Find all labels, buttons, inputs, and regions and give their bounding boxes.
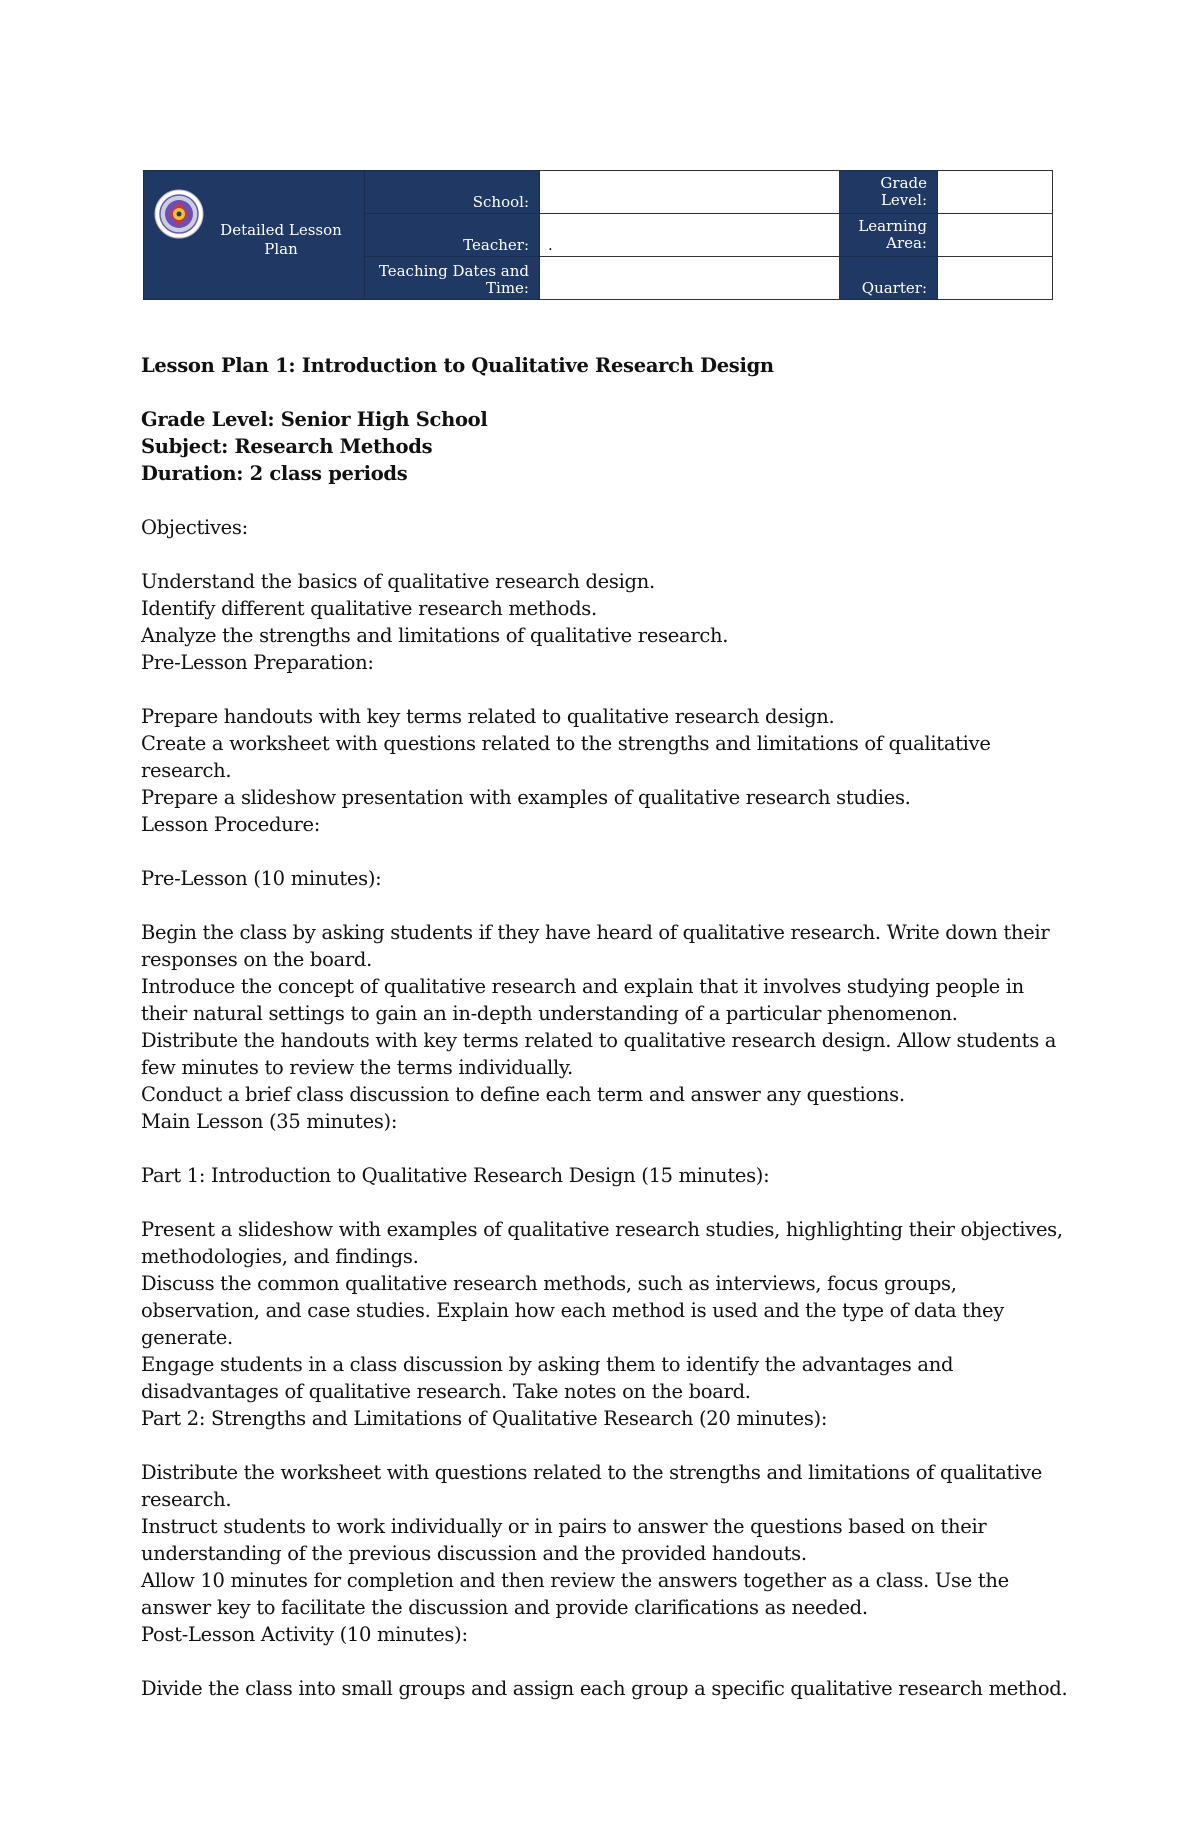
post-heading: Post-Lesson Activity (10 minutes): xyxy=(141,1623,468,1646)
lesson-header-table xyxy=(143,170,1053,300)
grade-level-value-cell xyxy=(938,171,1053,214)
objective-item: Understand the basics of qualitative research design. xyxy=(141,570,655,593)
procedure-heading: Lesson Procedure: xyxy=(141,813,321,836)
quarter-value-cell xyxy=(938,256,1053,299)
prep-item: Prepare handouts with key terms related to qualitative research design. xyxy=(141,705,835,728)
part2-item: Allow 10 minutes for completion and then review the answers together as a class. Use the answer key to facilitate the discussion and provide clarifications as needed. xyxy=(141,1569,1009,1619)
deped-seal-icon xyxy=(154,189,204,239)
lesson-title: Lesson Plan 1: Introduction to Qualitative Research Design xyxy=(141,354,774,377)
learning-area-label: Learning Area: xyxy=(840,214,938,256)
quarter-label: Quarter: xyxy=(840,256,938,299)
school-label: School: xyxy=(365,171,540,214)
prep-heading: Pre-Lesson Preparation: xyxy=(141,651,374,674)
duration-line: Duration: 2 class periods xyxy=(141,462,408,485)
teaching-dates-value-cell xyxy=(540,256,840,299)
objective-item: Analyze the strengths and limitations of qualitative research. xyxy=(141,624,729,647)
pre-lesson-item: Introduce the concept of qualitative research and explain that it involves studying people in their natural settings to gain an in-depth understanding of a particular phenomenon. xyxy=(141,975,1024,1025)
main-lesson-heading: Main Lesson (35 minutes): xyxy=(141,1110,398,1133)
part1-item: Present a slideshow with examples of qualitative research studies, highlighting their objectives, methodologies, and findings. xyxy=(141,1218,1063,1268)
grade-level-line: Grade Level: Senior High School xyxy=(141,408,488,431)
teacher-value: . xyxy=(548,235,553,254)
pre-lesson-item: Distribute the handouts with key terms related to qualitative research design. Allow students a few minutes to review the terms individually. xyxy=(141,1029,1057,1079)
part1-item: Engage students in a class discussion by asking them to identify the advantages and disadvantages of qualitative research. Take notes on the board. xyxy=(141,1353,954,1403)
header-brand-cell xyxy=(144,171,365,300)
pre-lesson-heading: Pre-Lesson (10 minutes): xyxy=(141,867,382,890)
teacher-label: Teacher: xyxy=(365,214,540,256)
document-type-title-line2: Plan xyxy=(264,240,298,258)
post-item: Divide the class into small groups and assign each group a specific qualitative research method. xyxy=(141,1677,1068,1700)
subject-line: Subject: Research Methods xyxy=(141,435,433,458)
part2-item: Instruct students to work individually or in pairs to answer the questions based on their understanding of the previous discussion and the provided handouts. xyxy=(141,1515,987,1565)
pre-lesson-item: Begin the class by asking students if they have heard of qualitative research. Write down their responses on the board. xyxy=(141,921,1050,971)
objective-item: Identify different qualitative research methods. xyxy=(141,597,597,620)
part2-heading: Part 2: Strengths and Limitations of Qualitative Research (20 minutes): xyxy=(141,1407,828,1430)
grade-level-label: Grade Level: xyxy=(840,171,938,214)
teacher-value-cell xyxy=(540,214,840,256)
prep-item: Prepare a slideshow presentation with examples of qualitative research studies. xyxy=(141,786,911,809)
teaching-dates-label: Teaching Dates and Time: xyxy=(365,256,540,299)
prep-item: Create a worksheet with questions related to the strengths and limitations of qualitative research. xyxy=(141,732,991,782)
document-type-title xyxy=(216,221,346,259)
lesson-content xyxy=(141,352,1071,1702)
objectives-heading: Objectives: xyxy=(141,516,248,539)
part2-item: Distribute the worksheet with questions related to the strengths and limitations of qualitative research. xyxy=(141,1461,1042,1511)
part1-item: Discuss the common qualitative research methods, such as interviews, focus groups, observation, and case studies. Explain how each method is used and the type of data they generate. xyxy=(141,1272,1004,1349)
pre-lesson-item: Conduct a brief class discussion to define each term and answer any questions. xyxy=(141,1083,905,1106)
school-value-cell xyxy=(540,171,840,214)
learning-area-value-cell xyxy=(938,214,1053,256)
part1-heading: Part 1: Introduction to Qualitative Research Design (15 minutes): xyxy=(141,1164,770,1187)
document-type-title-line1: Detailed Lesson xyxy=(220,221,342,239)
